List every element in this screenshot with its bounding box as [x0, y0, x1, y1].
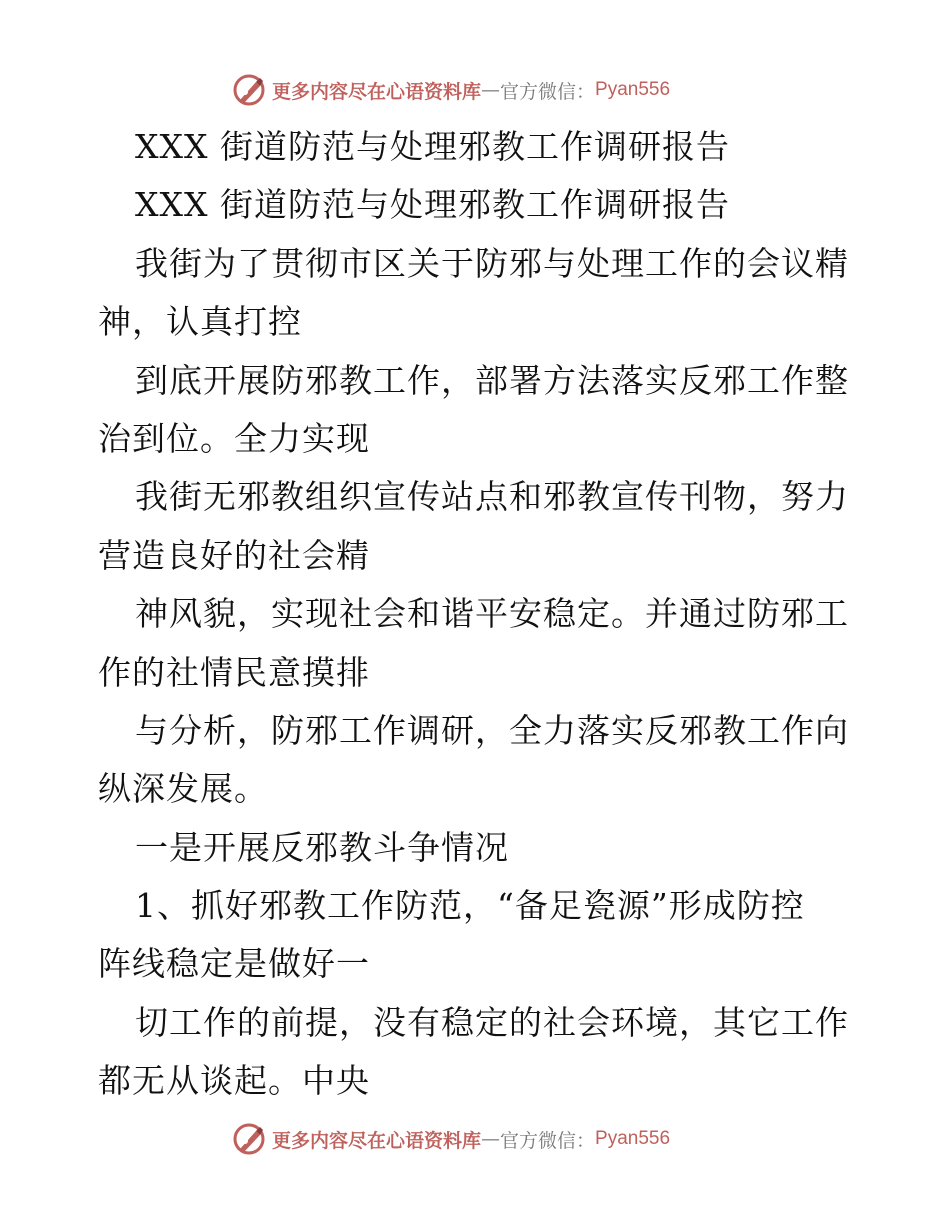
paragraph-line: 神风貌，实现社会和谐平安稳定。并通过防邪工 [135, 594, 849, 634]
section-heading: 一是开展反邪教斗争情况 [135, 827, 509, 867]
watermark-official-label: 官方微信： [500, 80, 596, 103]
watermark-dash: — [481, 1128, 501, 1150]
paragraph-line: 我街无邪教组织宣传站点和邪教宣传刊物，努力 [135, 477, 849, 517]
pen-logo-icon [232, 73, 266, 107]
paragraph-line: 切工作的前提，没有稳定的社会环境，其它工作 [135, 1002, 849, 1042]
paragraph-line: 治到位。全力实现 [98, 418, 370, 458]
header-watermark [232, 73, 712, 107]
paragraph-line: 1、抓好邪教工作防范，“备足瓷源”形成防控 [135, 886, 805, 926]
paragraph-line: 到底开展防邪教工作，部署方法落实反邪工作整 [135, 360, 849, 400]
watermark-main-text: 更多内容尽在心语资料库 [272, 80, 482, 103]
watermark-account: Pyan556 [595, 79, 671, 100]
paragraph-line: 营造良好的社会精 [98, 535, 370, 575]
watermark-official-label: 官方微信： [500, 1129, 596, 1152]
paragraph-line: 与分析，防邪工作调研，全力落实反邪教工作向 [135, 710, 849, 750]
paragraph-line: 神，认真打控 [98, 302, 302, 342]
paragraph-line: 纵深发展。 [98, 769, 268, 809]
paragraph-line: 作的社情民意摸排 [98, 652, 370, 692]
paragraph-line: 阵线稳定是做好一 [98, 944, 370, 984]
pen-logo-icon [232, 1122, 266, 1156]
paragraph-line: 都无从谈起。中央 [98, 1061, 370, 1101]
paragraph-line: 我街为了贯彻市区关于防邪与处理工作的会议精 [135, 243, 849, 283]
footer-watermark [232, 1122, 712, 1156]
watermark-main-text: 更多内容尽在心语资料库 [272, 1129, 482, 1152]
watermark-dash: — [481, 79, 501, 101]
document-title: XXX 街道防范与处理邪教工作调研报告 [135, 127, 730, 166]
document-body [98, 118, 858, 1111]
watermark-account: Pyan556 [595, 1128, 671, 1149]
document-title-repeat: XXX 街道防范与处理邪教工作调研报告 [135, 185, 730, 225]
